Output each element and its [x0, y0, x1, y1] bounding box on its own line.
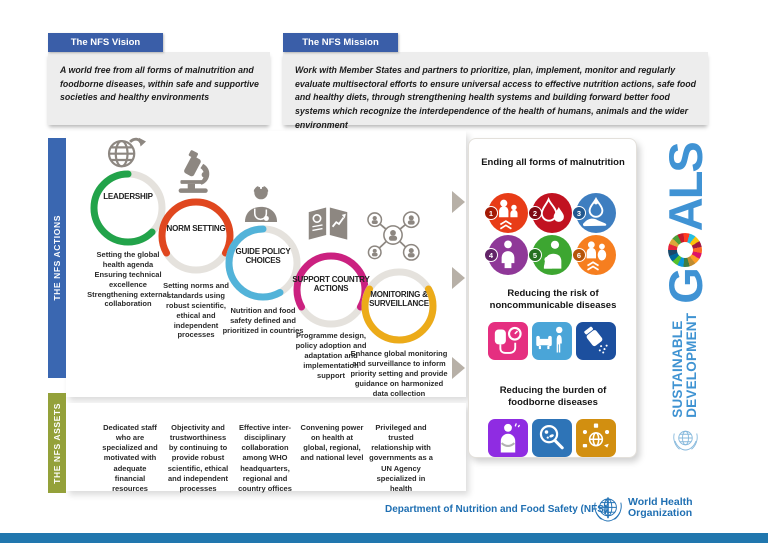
outcome-title-foodborne: Reducing the burden of foodborne diseases [499, 385, 607, 408]
action-title-leadership: LEADERSHIP [103, 192, 153, 201]
wasting-overweight-icon [576, 235, 616, 275]
sdg-wheel-icon [668, 233, 702, 267]
action-desc-support-country: Programme design, policy adoption and adaptation and implementation support [295, 331, 367, 380]
target-number-badge: 1 [484, 206, 498, 220]
who-logo-icon [592, 492, 624, 531]
actions-sidebar [48, 138, 66, 378]
target-number-badge: 2 [528, 206, 542, 220]
mission-header: The NFS Mission [283, 33, 398, 52]
blood-pressure-icon [488, 322, 528, 360]
sdg-logo [650, 145, 720, 455]
section-arrow-icon [452, 267, 465, 289]
bottom-accent-bar [0, 533, 768, 543]
assets-sidebar [48, 393, 66, 493]
action-title-norm-setting: NORM SETTING [166, 224, 226, 233]
sdg-goals-g: G [658, 269, 712, 304]
sdg-goals-wordmark [658, 143, 712, 304]
breastfeeding-icon [532, 235, 572, 275]
stunting-icon [488, 193, 528, 233]
childhood-overweight-icon [488, 235, 528, 275]
health-worker-icon [241, 181, 281, 227]
vision-header: The NFS Vision [48, 33, 163, 52]
people-network-icon [364, 211, 422, 266]
stomach-ache-icon [488, 419, 528, 457]
who-name-line1: World Health [628, 496, 693, 508]
section-arrow-icon [452, 357, 465, 379]
ncd-icon-grid [488, 322, 616, 360]
asset-item: Objectivity and trustworthiness by continuing to provide robust scientific, ethical and independent processes [167, 423, 229, 493]
sdg-word-sustainable: SUSTAINABLE [670, 320, 686, 418]
asset-item: Effective inter-disciplinary collaboration among WHO headquarters, regional and country offices [238, 423, 292, 493]
action-title-monitoring: MONITORING & SURVEILLANCE [369, 290, 429, 309]
action-desc-leadership: Setting the global health agenda Ensuring technical excellence Strengthening external collaboration [87, 250, 169, 309]
action-title-guide-policy: GUIDE POLICY CHOICES [235, 247, 291, 266]
leadership-ring [89, 169, 167, 247]
target-number-badge: 5 [528, 248, 542, 262]
target-number-badge: 3 [572, 206, 586, 220]
section-arrow-icon [452, 191, 465, 213]
report-chart-icon [306, 203, 350, 250]
vision-body: A world free from all forms of malnutrition and foodborne diseases, within safe and supportive societies and healthy environments [48, 52, 270, 125]
malnutrition-icon-grid [488, 193, 616, 275]
who-name-line2: Organization [628, 507, 693, 520]
asset-item: Convening power on health at global, regional, and national level [300, 423, 364, 463]
outcome-title-malnutrition: Ending all forms of malnutrition [481, 157, 625, 168]
department-label: Department of Nutrition and Food Safety (NFS) [385, 504, 608, 515]
salt-reduction-icon [576, 322, 616, 360]
action-title-support-country: SUPPORT COUNTRY ACTIONS [292, 275, 370, 294]
microscope-icon [175, 150, 215, 199]
sdg-goals-als: ALS [658, 143, 712, 232]
actions-sidebar-label: THE NFS ACTIONS [52, 215, 62, 301]
low-birth-weight-icon [576, 193, 616, 233]
global-food-safety-icon [576, 419, 616, 457]
action-desc-guide-policy: Nutrition and food safety defined and prioritized in countries [222, 306, 304, 335]
who-name [628, 497, 693, 520]
assets-sidebar-label: THE NFS ASSETS [52, 402, 62, 484]
un-emblem-icon [670, 424, 700, 459]
anaemia-icon [532, 193, 572, 233]
target-number-badge: 6 [572, 248, 586, 262]
target-number-badge: 4 [484, 248, 498, 262]
foodborne-icon-grid [488, 419, 616, 457]
outcome-title-ncd: Reducing the risk of noncommunicable diseases [489, 288, 617, 311]
asset-item: Privileged and trusted relationship with governments as a UN Agency specialized in health [369, 423, 433, 493]
microbe-magnifier-icon [532, 419, 572, 457]
asset-item: Dedicated staff who are specialized and motivated with adequate financial resources [102, 423, 158, 493]
sdg-wordmark [671, 313, 699, 418]
sdg-word-development: DEVELOPMENT [684, 312, 699, 418]
action-desc-norm-setting: Setting norms and standards using robust scientific, ethical and independent processes [163, 281, 229, 340]
action-desc-monitoring: Enhance global monitoring and surveillance to inform priority setting and provide guidance on harmonized data collection [350, 349, 448, 398]
physical-inactivity-icon [532, 322, 572, 360]
mission-body: Work with Member States and partners to prioritize, plan, implement, monitor and regularly evaluate multisectoral efforts to ensure universal access to effective nutrition actions, safe food and healthy diets, through strengthening health systems and building forward better food systems which recognize the interdependence of the health of humans, animals and the wider environment [283, 52, 708, 125]
